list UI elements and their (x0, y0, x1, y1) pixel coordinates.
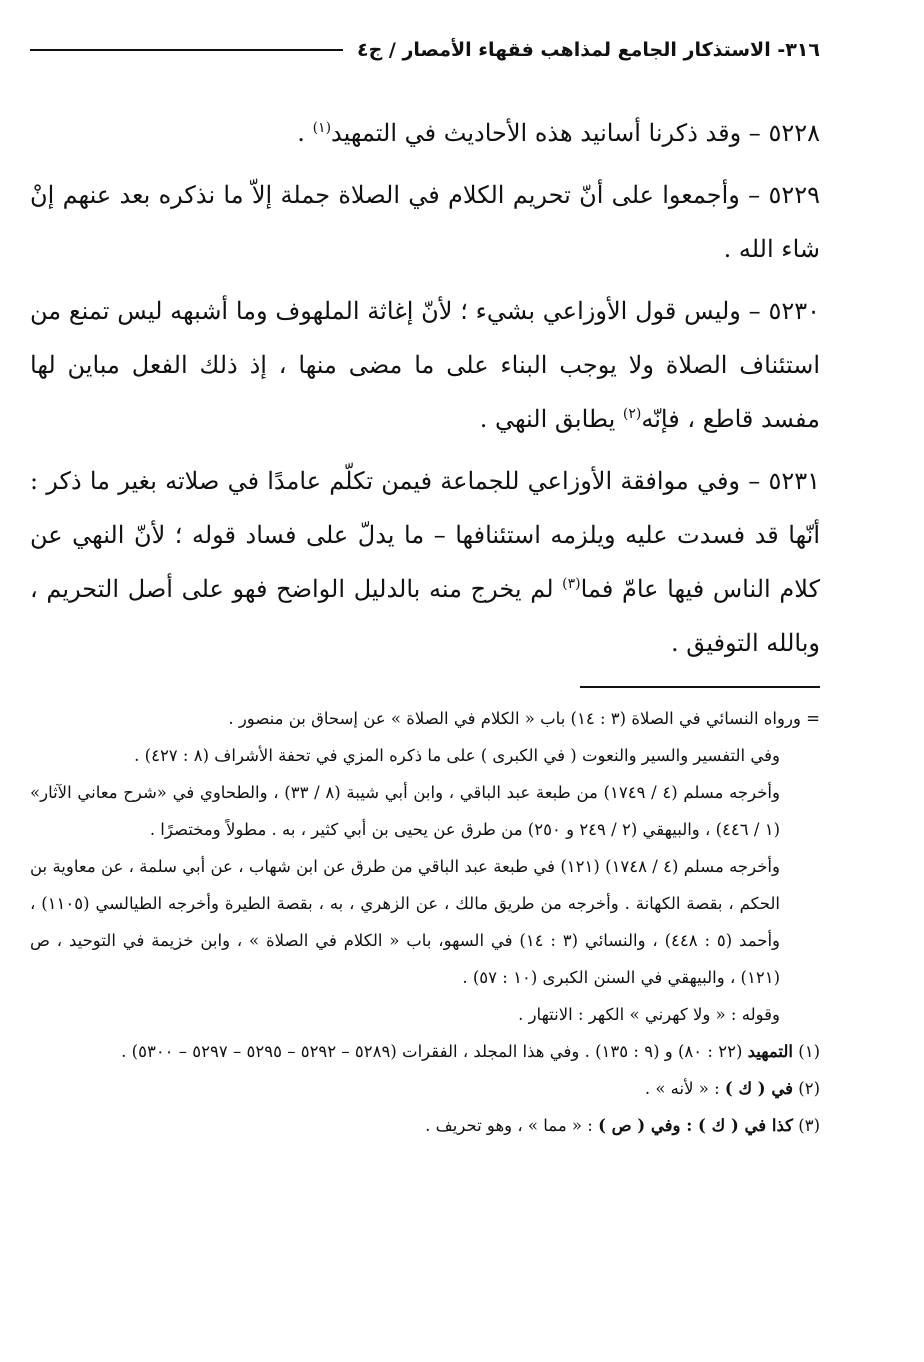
footnote-label: (٢) (793, 1079, 820, 1098)
paragraph-5228 (30, 106, 820, 160)
paragraph-number: ٥٢٢٩ – (739, 181, 820, 209)
footnote-text: : « لأنه » . (644, 1079, 725, 1098)
footnote-ref[interactable]: (٣) (562, 576, 581, 592)
running-title: ٣١٦- الاستذكار الجامع لمذاهب فقهاء الأمصار / ج٤ (356, 39, 820, 61)
paragraph-text: وأجمعوا على أنّ تحريم الكلام في الصلاة جملة إلاّ ما نذكره بعد عنهم إنْ شاء الله . (30, 181, 820, 263)
header-rule (30, 49, 343, 51)
footnote-text: : « مما » ، وهو تحريف . (425, 1116, 599, 1135)
footnote-3 (30, 1107, 820, 1144)
paragraph-text: وفي موافقة الأوزاعي للجماعة فيمن تكلّم عامدًا في صلاته بغير ما ذكر : أنّها قد فسدت عليه ويلزمه استئنافها – ما يدلّ على فساد قوله ؛ لأنّ النهي عن كلام الناس فيها عامّ فما (30, 467, 820, 603)
paragraph-5230 (30, 284, 820, 446)
footnote-ref[interactable]: (٢) (622, 406, 642, 422)
footnote-continued: وفي التفسير والسير والنعوت ( في الكبرى ) على ما ذكره المزي في تحفة الأشراف (٨ : ٤٢٧) . (134, 746, 780, 765)
paragraph-number: ٥٢٣٠ – (740, 297, 821, 325)
main-text (30, 106, 820, 670)
footnote-2 (30, 1070, 820, 1107)
footnote-continued: وأخرجه مسلم (٤ / ١٧٤٩) من طبعة عبد الباقي ، وابن أبي شيبة (٨ / ٣٣) ، والطحاوي في «شرح معاني الآثار» (١ / ٤٤٦) ، والبيهقي (٢ / ٢٤٩ و ٢٥٠) من طرق عن يحيى بن أبي كثير ، به . مطولاً ومختصرًا . (30, 783, 780, 839)
footnote-label: (٣) (793, 1116, 820, 1135)
paragraph-tail: لم يخرج منه بالدليل الواضح فهو على أصل التحريم ، وبالله التوفيق . (30, 575, 820, 657)
footnote-source: كذا في ( ك ) : وفي ( ص ) (598, 1116, 793, 1135)
footnote-1 (30, 1033, 820, 1070)
paragraph-tail: . (297, 119, 313, 147)
paragraph-5231 (30, 454, 820, 670)
footnote-label: (١) (793, 1042, 820, 1061)
footnote-ref[interactable]: (١) (312, 120, 332, 136)
footnote-source: في ( ك ) (724, 1079, 793, 1098)
book-page (30, 30, 820, 1340)
footnote-continued: وأخرجه مسلم (٤ / ١٧٤٨) (١٢١) في طبعة عبد الباقي من طرق عن ابن شهاب ، عن أبي سلمة ، عن معاوية بن الحكم ، بقصة الكهانة . وأخرجه من طريق مالك ، عن الزهري ، به ، بقصة الطيرة وأخرجه الطيالسي (١١٠٥) ، وأحمد (٥ : ٤٤٨) ، والنسائي (٣ : ١٤) في السهو، باب « الكلام في الصلاة » ، وابن خزيمة في التوحيد ، ص (١٢١) ، والبيهقي في السنن الكبرى (١٠ : ٥٧) . (30, 857, 780, 987)
footnote-separator (580, 686, 820, 688)
footnote-continued: = ورواه النسائي في الصلاة (٣ : ١٤) باب « الكلام في الصلاة » عن إسحاق بن منصور . (228, 709, 820, 728)
paragraph-text: وليس قول الأوزاعي بشيء ؛ لأنّ إغاثة الملهوف وما أشبهه ليس تمنع من استئناف الصلاة ولا يوجب البناء على ما مضى منها ، إذ ذلك الفعل مباين لها مفسد قاطع ، فإنّه (30, 297, 820, 433)
page-header (30, 30, 820, 70)
paragraph-5229 (30, 168, 820, 276)
footnotes (30, 700, 820, 1144)
footnote-source: التمهيد (747, 1042, 793, 1061)
paragraph-tail: يطابق النهي . (479, 405, 623, 433)
footnote-text: (٢٢ : ٨٠) و (٩ : ١٣٥) . وفي هذا المجلد ، الفقرات (٥٢٨٩ – ٥٢٩٢ – ٥٢٩٥ – ٥٢٩٧ – ٥٣٠٠) . (121, 1042, 748, 1061)
paragraph-text: وقد ذكرنا أسانيد هذه الأحاديث في التمهيد (331, 119, 742, 147)
paragraph-number: ٥٢٣١ – (740, 467, 820, 495)
footnote-continued: وقوله : « ولا كهرني » الكهر : الانتهار . (518, 1005, 780, 1024)
paragraph-number: ٥٢٢٨ – (741, 119, 820, 147)
